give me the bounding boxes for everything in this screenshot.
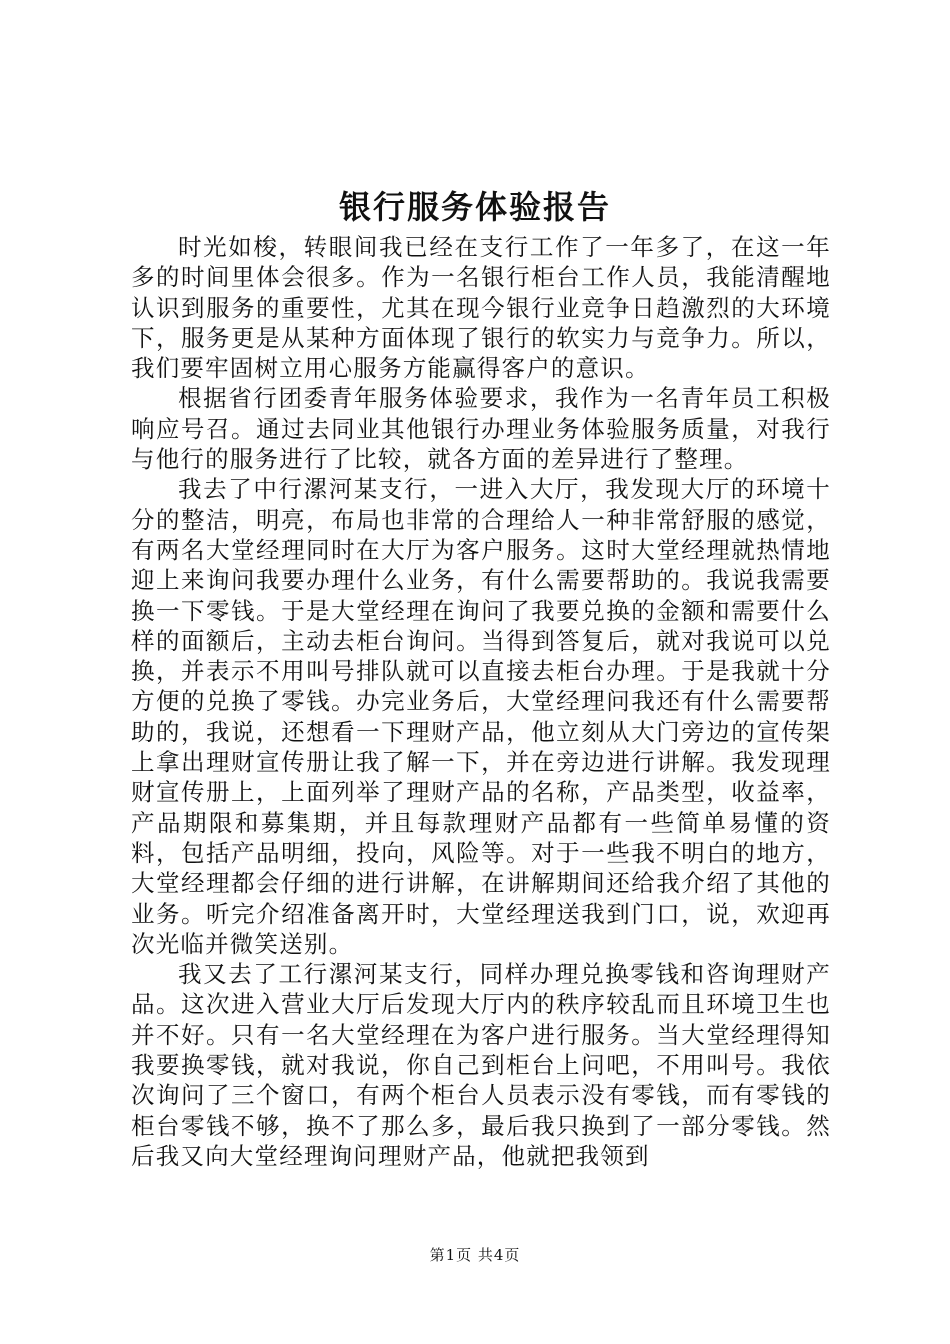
page-number-footer: 第1页 共4页 [429, 1246, 521, 1264]
document-title: 银行服务体验报告 [338, 188, 611, 226]
paragraph-intro: 时光如梭，转眼间我已经在支行工作了一年多了，在这一年多的时间里体会很多。作为一名银行柜台工作人员，我能清醒地认识到服务的重要性，尤其在现今银行业竞争日趋激烈的大环境下，服务更是从某种方面体现了银行的软实力与竞争力。所以，我们要牢固树立用心服务方能赢得客户的意识。 [131, 233, 831, 383]
paragraph-boc-visit: 我去了中行漯河某支行，一进入大厅，我发现大厅的环境十分的整洁，明亮，布局也非常的合理给人一种非常舒服的感觉，有两名大堂经理同时在大厅为客户服务。这时大堂经理就热情地迎上来询问我要办理什么业务，有什么需要帮助的。我说我需要换一下零钱。于是大堂经理在询问了我要兑换的金额和需要什么样的面额后，主动去柜台询问。当得到答复后，就对我说可以兑换，并表示不用叫号排队就可以直接去柜台办理。于是我就十分方便的兑换了零钱。办完业务后，大堂经理问我还有什么需要帮助的，我说，还想看一下理财产品，他立刻从大门旁边的宣传架上拿出理财宣传册让我了解一下，并在旁边进行讲解。我发现理财宣传册上，上面列举了理财产品的名称，产品类型，收益率，产品期限和募集期，并且每款理财产品都有一些简单易懂的资料，包括产品明细，投向，风险等。对于一些我不明白的地方，大堂经理都会仔细的进行讲解，在讲解期间还给我介绍了其他的业务。听完介绍准备离开时，大堂经理送我到门口，说，欢迎再次光临并微笑送别。 [131, 475, 831, 958]
paragraph-icbc-visit: 我又去了工行漯河某支行，同样办理兑换零钱和咨询理财产品。这次进入营业大厅后发现大厅内的秩序较乱而且环境卫生也并不好。只有一名大堂经理在为客户进行服务。当大堂经理得知我要换零钱，就对我说，你自己到柜台上问吧，不用叫号。我依次询问了三个窗口，有两个柜台人员表示没有零钱，而有零钱的柜台零钱不够，换不了那么多，最后我只换到了一部分零钱。然后我又向大堂经理询问理财产品，他就把我领到 [131, 960, 831, 1170]
paragraph-purpose: 根据省行团委青年服务体验要求，我作为一名青年员工积极响应号召。通过去同业其他银行办理业务体验服务质量，对我行与他行的服务进行了比较，就各方面的差异进行了整理。 [131, 384, 831, 474]
document-body [131, 232, 831, 1171]
